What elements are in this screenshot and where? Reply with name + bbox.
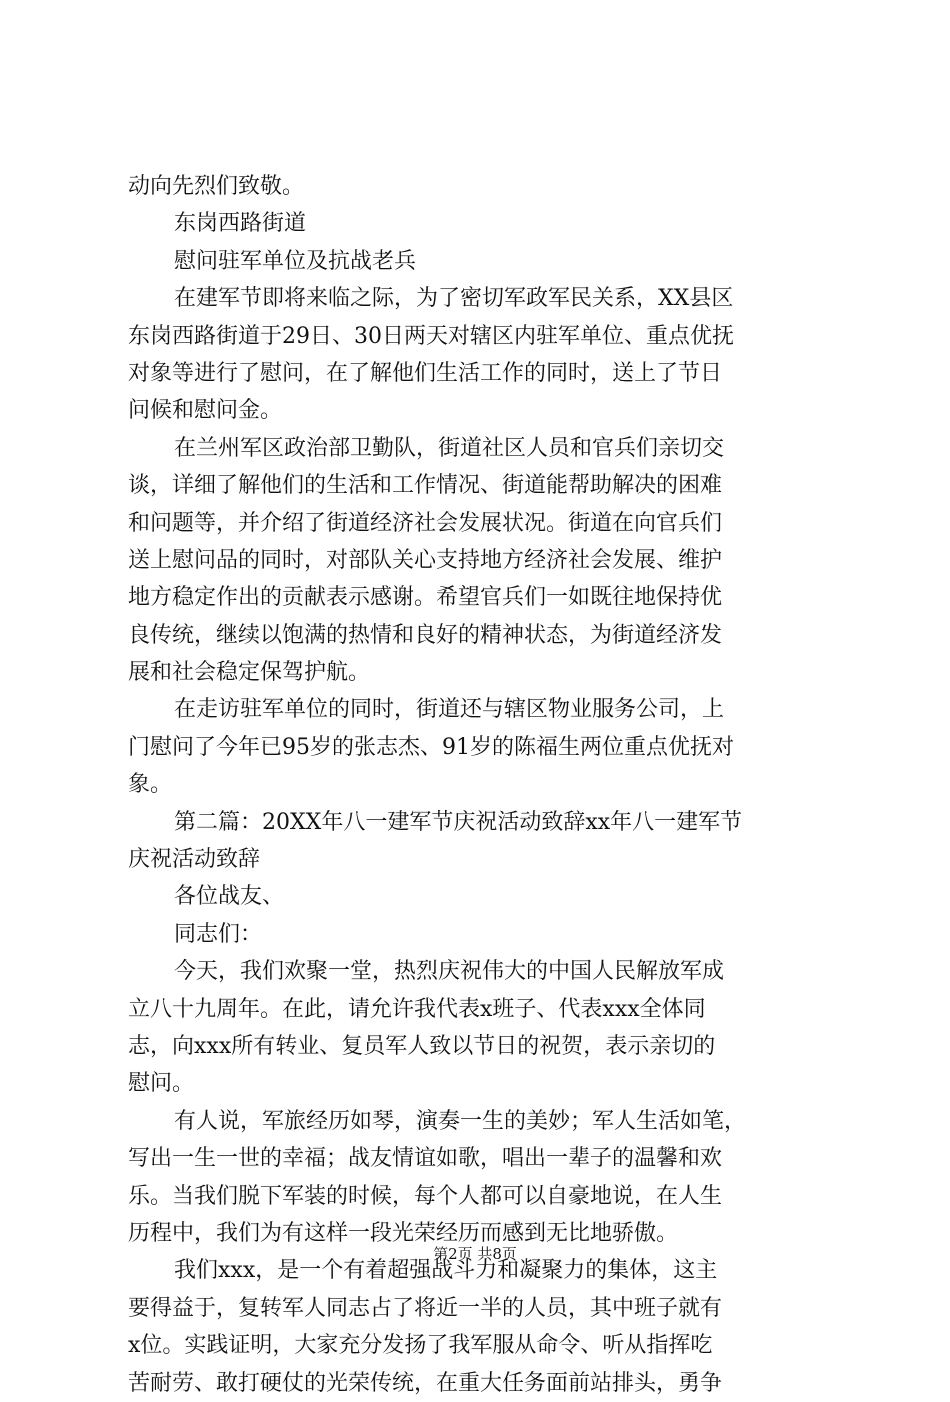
text-line: 我们xxx，是一个有着超强战斗力和凝聚力的集体，这主: [174, 1258, 718, 1284]
text-line: 象。: [128, 772, 173, 798]
text-line: 志，向xxx所有转业、复员军人致以节日的祝贺，表示亲切的: [128, 1033, 716, 1059]
text-line: 和问题等，并介绍了街道经济社会发展状况。街道在向官兵们: [128, 510, 723, 536]
text-line: 在建军节即将来临之际，为了密切军政军民关系，XX县区: [174, 286, 734, 312]
text-line: 在兰州军区政治部卫勤队，街道社区人员和官兵们亲切交: [174, 435, 725, 461]
text-line: 苦耐劳、敢打硬仗的光荣传统，在重大任务面前站排头，勇争: [128, 1370, 723, 1396]
page-footer: 第2页 共8页: [433, 1245, 517, 1263]
text-line: 今天，我们欢聚一堂，热烈庆祝伟大的中国人民解放军成: [174, 959, 725, 985]
text-line: 展和社会稳定保驾护航。: [128, 660, 371, 686]
text-line: 良传统，继续以饱满的热情和良好的精神状态，为街道经济发: [128, 622, 723, 648]
text-line: 各位战友、: [174, 884, 285, 910]
text-line: 要得益于，复转军人同志占了将近一半的人员，其中班子就有: [128, 1295, 723, 1321]
text-line: x位。实践证明，大家充分发扬了我军服从命令、听从指挥吃: [128, 1333, 713, 1359]
text-line: 动向先烈们致敬。: [128, 174, 305, 199]
text-line: 在走访驻军单位的同时，街道还与辖区物业服务公司，上: [174, 697, 725, 723]
text-line: 慰问。: [128, 1071, 195, 1097]
text-line: 第二篇：20XX年八一建军节庆祝活动致辞xx年八一建军节: [174, 809, 743, 835]
text-line: 同志们：: [174, 921, 263, 947]
text-line: 慰问驻军单位及抗战老兵: [174, 248, 417, 274]
document-body: [128, 168, 828, 1402]
text-line: 立八十九周年。在此，请允许我代表x班子、代表xxx全体同: [128, 996, 706, 1022]
text-line: 乐。当我们脱下军装的时候，每个人都可以自豪地说，在人生: [128, 1183, 723, 1209]
text-line: 地方稳定作出的贡献表示感谢。希望官兵们一如既往地保持优: [128, 585, 723, 611]
text-line: 东岗西路街道于29日、30日两天对辖区内驻军单位、重点优抚: [128, 323, 734, 349]
text-line: 有人说，军旅经历如琴，演奏一生的美妙；军人生活如笔，: [174, 1108, 747, 1134]
text-line: 谈，详细了解他们的生活和工作情况、街道能帮助解决的困难: [128, 473, 723, 499]
text-line: 送上慰问品的同时，对部队关心支持地方经济社会发展、维护: [128, 547, 723, 573]
text-line: 东岗西路街道: [174, 211, 307, 237]
text-line: 对象等进行了慰问，在了解他们生活工作的同时，送上了节日: [128, 360, 723, 386]
text-line: 历程中，我们为有这样一段光荣经历而感到无比地骄傲。: [128, 1220, 679, 1246]
text-line: 问候和慰问金。: [128, 398, 283, 424]
text-line: 写出一生一世的幸福；战友情谊如歌，唱出一辈子的温馨和欢: [128, 1146, 723, 1172]
text-line: 门慰问了今年已95岁的张志杰、91岁的陈福生两位重点优抚对: [128, 734, 734, 760]
text-line: 庆祝活动致辞: [128, 847, 261, 873]
